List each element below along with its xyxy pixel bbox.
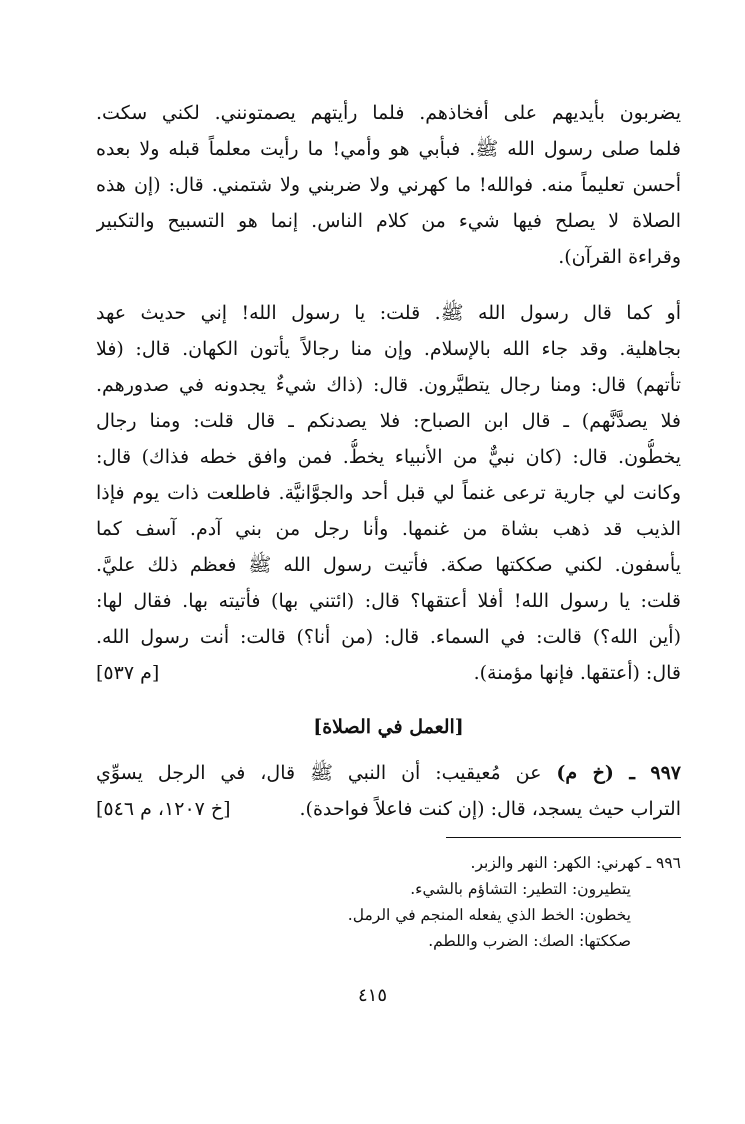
text-line: أو كما قال رسول الله ﷺ. قلت: يا رسول الله! إني حديث عهد xyxy=(96,302,681,324)
text-line: وكانت لي جارية ترعى غنماً لي قبل أحد والجوَّانيَّة. فاطلعت ذات يوم فإذا xyxy=(96,482,681,504)
hadith-997 xyxy=(96,755,681,827)
paragraph-2 xyxy=(96,295,681,691)
footnote-divider xyxy=(446,837,681,838)
text-line: أحسن تعليماً منه. فوالله! ما كهرني ولا ضربني ولا شتمني. قال: (إن هذه xyxy=(96,174,681,196)
text-line xyxy=(96,755,681,791)
source-reference: [خ ١٢٠٧، م ٥٤٦] xyxy=(96,798,231,820)
text-line: التراب حيث يسجد، قال: (إن كنت فاعلاً فواحدة). xyxy=(299,798,681,820)
text-line: (أين الله؟) قالت: في السماء. قال: (من أنا؟) قالت: أنت رسول الله. xyxy=(96,626,681,648)
text-line: الصلاة لا يصلح فيها شيء من كلام الناس. إنما هو التسبيح والتكبير xyxy=(96,210,681,232)
footnote: يتطيرون: التطير: التشاؤم بالشيء. xyxy=(410,880,631,898)
text-line: قال: (أعتقها. فإنها مؤمنة). xyxy=(473,662,681,684)
footnotes xyxy=(96,850,681,954)
section-heading: [العمل في الصلاة] xyxy=(313,716,464,738)
text-line-with-reference xyxy=(96,655,681,691)
text-line: قلت: يا رسول الله! أفلا أعتقها؟ قال: (ائتني بها) فأتيته بها. فقال لها: xyxy=(96,590,681,612)
text-line: الذيب قد ذهب بشاة من غنمها. وأنا رجل من بني آدم. آسف كما xyxy=(96,518,681,540)
footnote: ٩٩٦ ـ كهرني: الكهر: النهر والزبر. xyxy=(470,854,681,872)
text-line: يخطُّون. قال: (كان نبيٌّ من الأنبياء يخطُّ. فمن وافق خطه فذاك) قال: xyxy=(96,446,681,468)
text-line-with-reference xyxy=(96,791,681,827)
text-line: فلما صلى رسول الله ﷺ. فبأبي هو وأمي! ما رأيت معلماً قبله ولا بعده xyxy=(96,138,681,160)
source-reference: [م ٥٣٧] xyxy=(96,662,160,684)
page-number: ٤١٥ xyxy=(357,985,387,1006)
text-line: وقراءة القرآن). xyxy=(558,246,681,268)
page-body xyxy=(96,95,681,954)
paragraph-1 xyxy=(96,95,681,275)
footnote: يخطون: الخط الذي يفعله المنجم في الرمل. xyxy=(347,906,631,924)
footnote: صككتها: الصك: الضرب واللطم. xyxy=(428,932,631,950)
text-line: تأتهم) قال: ومنا رجال يتطيَّرون. قال: (ذاك شيءٌ يجدونه في صدورهم. xyxy=(96,374,681,396)
section-heading-row xyxy=(96,709,681,745)
hadith-text: عن مُعيقيب: أن النبي ﷺ قال، في الرجل يسوِّي xyxy=(96,762,557,784)
hadith-number: ٩٩٧ ـ (خ م) xyxy=(556,762,681,784)
text-line: فلا يصدَّنَّهم) ـ قال ابن الصباح: فلا يصدنكم ـ قال قلت: ومنا رجال xyxy=(96,410,681,432)
text-line: بجاهلية. وقد جاء الله بالإسلام. وإن منا رجالاً يأتون الكهان. قال: (فلا xyxy=(96,338,681,360)
text-line: يضربون بأيديهم على أفخاذهم. فلما رأيتهم يصمتونني. لكني سكت. xyxy=(96,102,681,124)
text-line: يأسفون. لكني صككتها صكة. فأتيت رسول الله ﷺ فعظم ذلك عليَّ. xyxy=(96,554,681,576)
